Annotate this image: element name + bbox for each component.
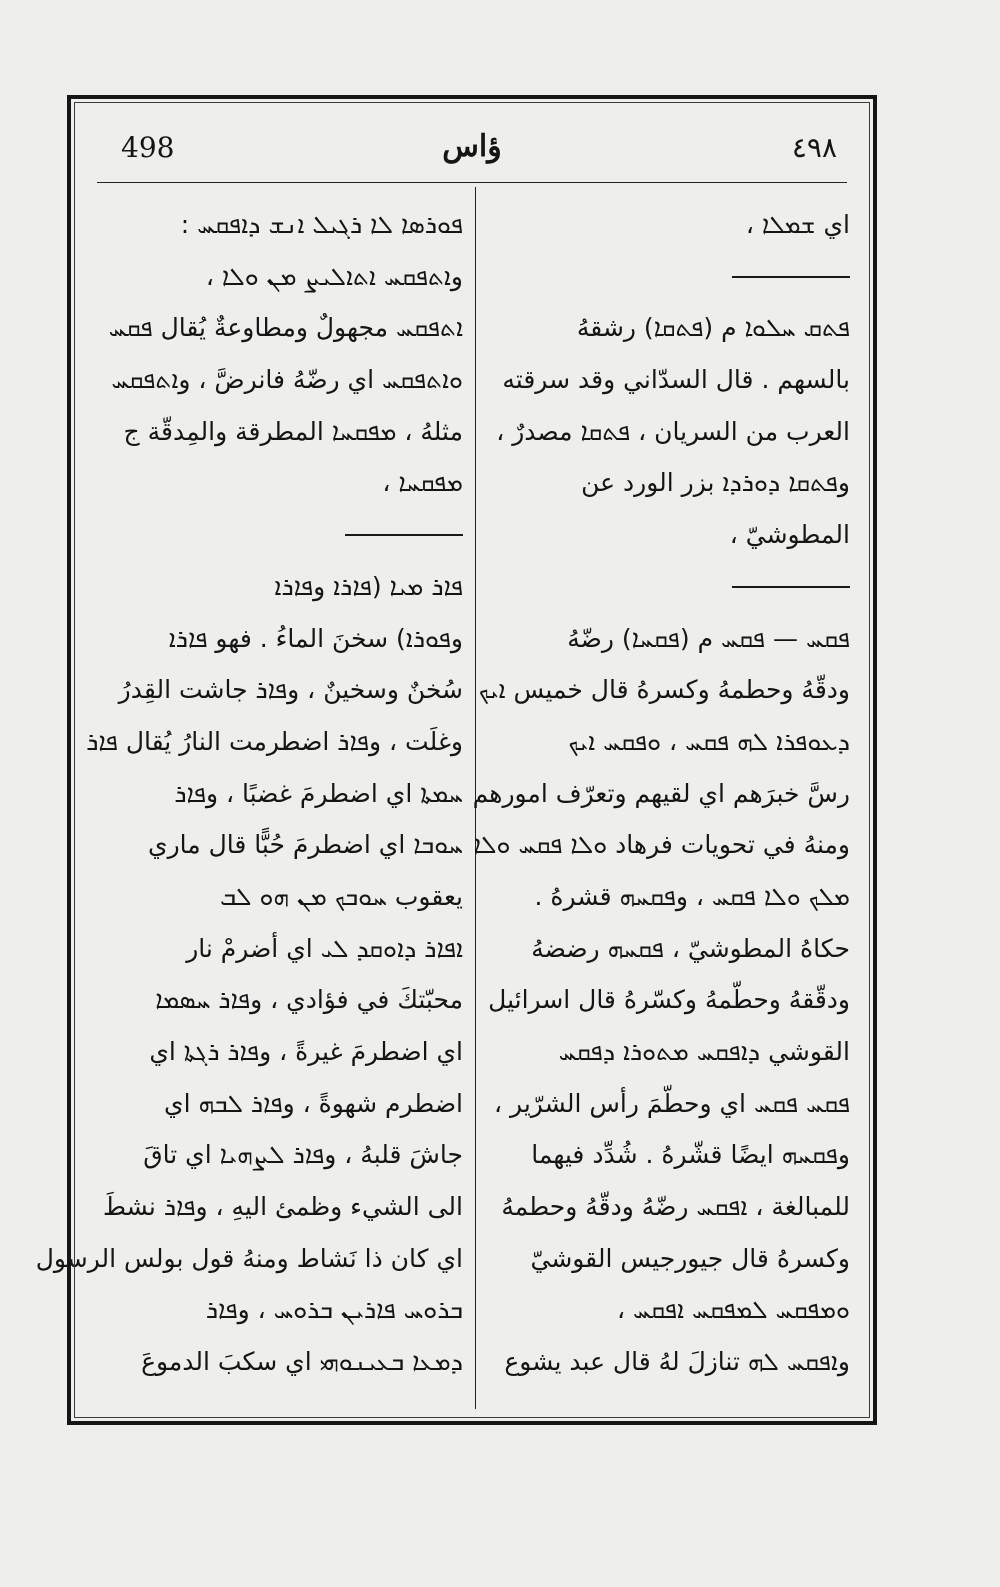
text-line: ܘܡܦܩܚ ܠܡܦܩܚ ܐܦܩܚ ، [616, 1295, 850, 1325]
text-line: اي كان ذا نَشاط ومنهُ قول بولس الرسول [35, 1243, 463, 1273]
text-line: القوشي ܕܐܦܩܚ ܡܬܘܪܐ ܕܦܩܚ [558, 1037, 850, 1066]
header-rule [97, 182, 847, 183]
text-line: سُخنٌ وسخينٌ ، وܦܐܪ جاشت القِدرُ [118, 675, 463, 705]
text-line: ومنهُ في تحويات فرهاد ܘܠܐ ܦܩܚ ܘܠܐ [473, 830, 850, 860]
text-line: وغلَت ، وܦܐܪ اضطرمت النارُ يُقال ܦܐܪ [86, 726, 463, 756]
text-line: ܕܡܥܐ ܒܥܝܢܘܗܝ اي سكبَ الدموعَ [141, 1347, 463, 1377]
text-line: محبّتكَ في فؤادي ، وܦܐܪ ܚܣܡܐ [155, 985, 463, 1015]
text-line: ودقّقهُ وحطّمهُ وكسّرهُ قال اسرائيل [488, 985, 850, 1015]
text-line: وܐܬܦܩܚ ܐܬܐܠܝܨ ܡܢ ܘܠܐ ، [205, 261, 463, 291]
text-line: وܦܬܩܐ ܕܘܪܕܐ بزر الورد عن [581, 468, 850, 498]
entry-headword-line: ܦܩܚ — ܦܩܚ م (ܦܩܚܐ) رضّهُ [567, 623, 850, 653]
text-line: ܡܠܟ ܘܠܐ ܦܩܚ ، وܦܩܚܗ قشرهُ . [534, 881, 850, 911]
text-line: ܐܬܦܩܚ مجهولٌ ومطاوعةٌ يُقال ܦܩܚ [108, 313, 463, 343]
text-line: ܐܦܐܪ ܕܐܘܩܕ ܠܝ اي أضرمْ نار [186, 933, 463, 963]
text-line: الى الشيء وظمئ اليهِ ، وܦܐܪ نشطَ [102, 1192, 463, 1222]
text-line: وܦܩܚܗ ايضًا قشّرهُ . شُدِّد فيهما [531, 1140, 850, 1170]
entry-separator-rule [95, 509, 463, 561]
page-number-arabic: ٤٩٨ [791, 131, 837, 164]
page-number-latin: 498 [121, 131, 175, 164]
page-frame [35, 95, 877, 1425]
text-line: المطوشيّ ، [729, 520, 850, 550]
page-running-title: ؤاس [442, 129, 502, 164]
text-line: حكاهُ المطوشيّ ، ܦܩܚܗ رضضهُ [531, 933, 850, 963]
entry-headword-line: ܦܐܪ ܡܝܐ (ܦܐܪܐ وܦܐܪܐ [274, 571, 463, 601]
text-line: يعقوب ܚܘܒܟ ܡܢ ܗܘ ܠܒ [220, 881, 463, 911]
text-line: بالسهم . قال السدّاني وقد سرقته [502, 365, 850, 395]
text-line: وܦܘܪܐ) سخنَ الماءُ . فهو ܦܐܪܐ [168, 623, 463, 653]
page-header [101, 127, 843, 179]
text-line: اي ܫܡܠܐ ، [745, 210, 850, 239]
text-line: رسَّ خبرَهم اي لقيهم وتعرّف امورهم [472, 778, 850, 808]
text-line: ܦܘܪܣܐ ܠܐ ܪܓܝܠ ܐܢܫ ܕܐܦܩܚ : [180, 210, 463, 239]
text-line: العرب من السريان ، ܦܬܩܐ مصدرٌ ، [496, 416, 850, 446]
text-line: وܐܦܩܚ ܠܗ تنازلَ لهُ قال عبد يشوع [504, 1347, 850, 1377]
right-column [472, 199, 850, 1388]
text-line: جاشَ قلبهُ ، وܦܐܪ ܠܨܗܝܐ اي تاقَ [143, 1140, 463, 1170]
text-line: ܘܐܬܦܩܚ اي رضّهُ فانرضَّ ، وܐܬܦܩܚ [111, 365, 463, 395]
text-line: ܦܩܚ ܦܩܚ اي وحطّمَ رأس الشرّير ، [494, 1088, 850, 1118]
text-line: للمبالغة ، ܐܦܩܚ رضّهُ ودقّهُ وحطمهُ [501, 1192, 850, 1222]
entry-separator-rule [483, 251, 850, 303]
text-line: ܕܥܘܦܪܐ ܠܗ ܦܩܚ ، ܘܦܩܚ ܐܝܟ [568, 726, 850, 756]
left-column [35, 199, 463, 1388]
entry-headword-line: ܦܬܩ ܚܠܘܐ م (ܦܬܩܐ) رشقهُ [576, 313, 850, 343]
text-line: ܚܘܒܐ اي اضطرمَ حُبًّا قال ماري [148, 830, 463, 860]
text-line: وكسرهُ قال جيورجيس القوشيّ [530, 1243, 850, 1273]
text-line: اي اضطرمَ غيرةً ، وܦܐܪ ܪܓܬܐ اي [149, 1037, 463, 1066]
text-line: اضطرم شهوةً ، وܦܐܪ ܠܒܗ اي [164, 1088, 463, 1118]
entry-separator-rule [483, 561, 850, 613]
text-line: ܡܦܩܚܐ ، [382, 468, 463, 498]
text-line: ودقّهُ وحطمهُ وكسرهُ قال خميس ܐܝܟ [478, 675, 850, 705]
text-line: مثلهُ ، ܡܦܩܚܐ المطرقة والمِدقّة ج [123, 416, 463, 446]
text-line: ܒܪܘܚ ܦܐܪܝܢ ܒܪܘܚ ، وܦܐܪ [205, 1295, 463, 1325]
text-line: ܚܡܬܐ اي اضطرمَ غضبًا ، وܦܐܪ [174, 778, 463, 808]
